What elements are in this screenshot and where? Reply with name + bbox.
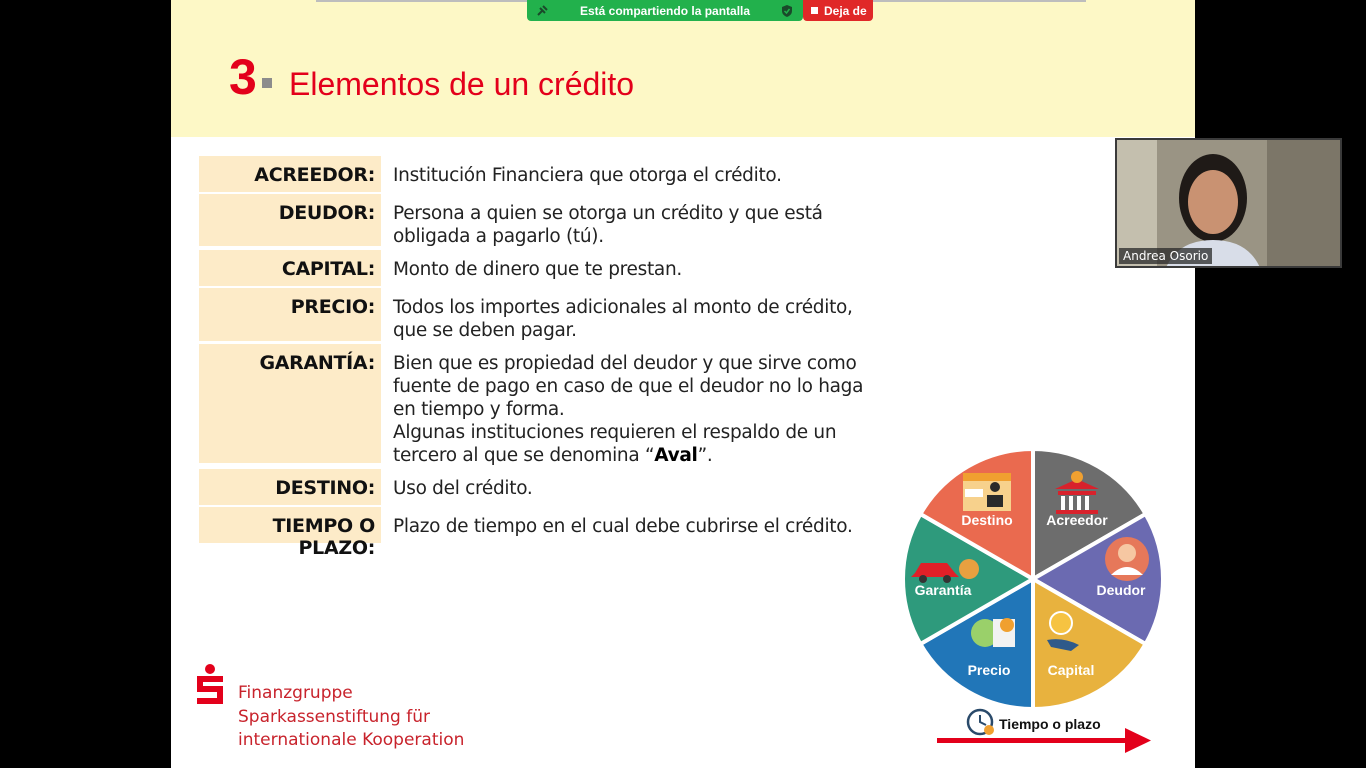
- wheel-label-precio: Precio: [967, 662, 1011, 678]
- term-label: TIEMPO O PLAZO:: [199, 507, 381, 543]
- org-line: Finanzgruppe: [238, 683, 353, 703]
- clock-icon: [968, 710, 994, 735]
- wheel-label-acreedor: Acreedor: [1046, 512, 1108, 528]
- definition-text: Bien que es propiedad del deudor y que sirve como fuente de pago en caso de que el deudor no lo haga en tiempo y forma.: [393, 353, 864, 420]
- term-row: [199, 344, 889, 467]
- term-row: [199, 250, 889, 286]
- screen-share-indicator[interactable]: [527, 0, 803, 21]
- shield-icon: [781, 4, 793, 18]
- organization-name: [238, 682, 464, 753]
- term-row: [199, 288, 889, 342]
- wheel-label-garantía: Garantía: [914, 582, 972, 598]
- title-bullet: [262, 78, 272, 88]
- term-definition: Uso del crédito.: [393, 478, 533, 499]
- definition-text: ”.: [697, 445, 713, 466]
- term-label: GARANTÍA:: [199, 344, 381, 463]
- shared-slide: [171, 0, 1195, 768]
- org-line: internationale Kooperation: [238, 730, 465, 750]
- wheel-label-destino: Destino: [961, 512, 1013, 528]
- term-definition: Persona a quien se otorga un crédito y que está obligada a pagarlo (tú).: [393, 203, 823, 247]
- term-row: [199, 469, 889, 505]
- term-definition: Monto de dinero que te prestan.: [393, 259, 682, 280]
- share-status-label: Está compartiendo la pantalla: [580, 4, 751, 18]
- term-label: CAPITAL:: [199, 250, 381, 286]
- timeline-line: [937, 738, 1127, 743]
- stop-sharing-button[interactable]: [803, 0, 873, 21]
- term-definition: [381, 344, 889, 467]
- term-label: DESTINO:: [199, 469, 381, 505]
- wheel-label-deudor: Deudor: [1096, 582, 1146, 598]
- term-label: PRECIO:: [199, 288, 381, 341]
- credit-terms-table: [199, 156, 889, 559]
- participant-video[interactable]: [1115, 138, 1342, 268]
- term-definition: Todos los importes adicionales al monto de crédito, que se deben pagar.: [393, 297, 853, 341]
- org-line: Sparkassenstiftung für: [238, 706, 430, 727]
- slide-title: Elementos de un crédito: [289, 66, 635, 102]
- slide-number: 3: [229, 49, 257, 105]
- wheel-label-capital: Capital: [1047, 662, 1095, 678]
- store-icon: [963, 473, 1011, 511]
- term-label: ACREEDOR:: [199, 156, 381, 192]
- timeline-label: Tiempo o plazo: [999, 716, 1101, 732]
- term-row: [199, 507, 889, 559]
- term-label: DEUDOR:: [199, 194, 381, 246]
- credit-elements-wheel: [901, 447, 1165, 711]
- term-definition: Institución Financiera que otorga el crédito.: [393, 165, 782, 186]
- timeline-arrowhead: [1125, 728, 1151, 753]
- sparkasse-logo-icon: [193, 664, 227, 706]
- term-row: [199, 194, 889, 248]
- timeline-arrow: [935, 706, 1155, 758]
- pin-icon[interactable]: [535, 4, 549, 18]
- definition-text: Algunas instituciones requieren el respaldo de un tercero al que se denomina “: [393, 422, 837, 466]
- definition-bold: Aval: [654, 445, 698, 466]
- term-row: [199, 156, 889, 192]
- stop-icon: [811, 7, 818, 14]
- term-definition: Plazo de tiempo en el cual debe cubrirse el crédito.: [393, 516, 853, 537]
- stop-sharing-label: Deja de: [824, 4, 867, 18]
- person-icon: [1105, 537, 1149, 581]
- percent-document-icon: [971, 618, 1015, 647]
- participant-name-label: Andrea Osorio: [1119, 248, 1212, 264]
